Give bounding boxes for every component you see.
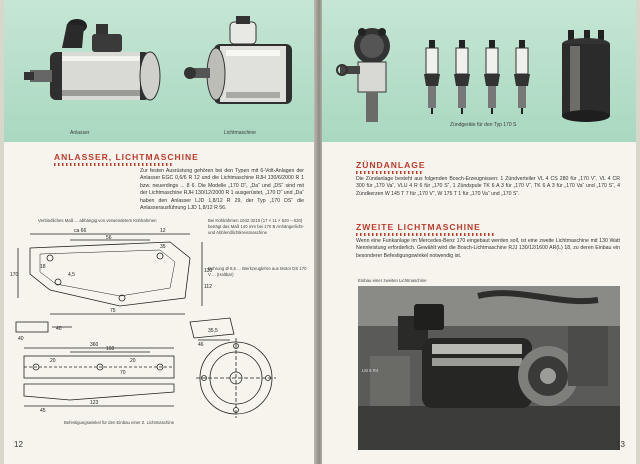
dim-18: 20 bbox=[130, 358, 136, 364]
generator-illustration bbox=[180, 6, 300, 126]
photo-caption: Einbau einer zweiten Lichtmaschine bbox=[358, 278, 427, 283]
engine-photo bbox=[358, 286, 620, 450]
dim-9: 130 bbox=[204, 268, 213, 274]
bracket-technical-drawing bbox=[10, 228, 310, 418]
right-page bbox=[322, 0, 636, 464]
dim-11: 35,5 bbox=[208, 328, 218, 334]
engine-photo-image bbox=[358, 286, 620, 450]
dim-1: ca 66 bbox=[74, 228, 87, 234]
dim-5: 18 bbox=[40, 264, 46, 270]
ignition-coil-illustration bbox=[558, 30, 614, 130]
dim-20: 123 bbox=[90, 400, 99, 406]
left-illustration-band bbox=[4, 0, 316, 142]
section-heading-starter: ANLASSER, LICHTMASCHINE bbox=[54, 152, 199, 162]
drawing-note-top: Verbindliches Maß ... abhängig von verwendetem Kühlrahmen bbox=[38, 218, 157, 223]
page-number-left: 12 bbox=[14, 440, 23, 449]
photo-tag: LM 6 R4 bbox=[362, 368, 379, 373]
page-number-right: 13 bbox=[616, 440, 625, 449]
right-illustration-band bbox=[322, 0, 636, 142]
dim-2: 12 bbox=[160, 228, 166, 234]
distributor-illustration bbox=[336, 22, 406, 132]
spark-plug-3-icon bbox=[482, 40, 502, 120]
dim-7: 40 bbox=[56, 326, 62, 332]
dim-4: 35 bbox=[160, 244, 166, 250]
heading-underline-second-generator bbox=[356, 233, 494, 236]
dim-10: 112 bbox=[204, 284, 212, 290]
starter-body-text: Zur festen Ausrüstung gehören bei den Typen mit 6-Volt-Anlagen der Anlasser EGC 0,6/6 R 12 und die Lichtmaschine RJH 130/6/2000 R 1 bzw. neuerdings ... 8 6. Die Modelle „170 D“, „Da“ und „DS“ sind mit der Lichtmaschine RJH 130/12/2000 R 1 ausgerüstet, „170 D“ und „Da“ haben den Anlasser LJD 1,8/12 R 29, der Typ „170 DS“ die Anlasserausführung LJD 1,8/12 R 56. bbox=[140, 168, 304, 212]
dim-14: 40 bbox=[18, 336, 24, 342]
starter-motor-illustration bbox=[22, 6, 172, 126]
spark-plug-1-icon bbox=[422, 40, 442, 120]
heading-underline bbox=[54, 163, 174, 166]
second-generator-body-text: Wenn eine Funkanlage im Mercedes-Benz 170 eingebaut werden soll, ist eine zweite Lichtmaschine mit 130 Watt Nennleistung erforderlich. Gewählt wird die Bosch-Lichtmaschine RJJ 130/12/1600 AR(L) 18, zu deren Einbau ein besonderer Befestigungswinkel notwendig ist. bbox=[356, 238, 620, 259]
dim-6: 4,5 bbox=[68, 272, 75, 278]
starter-caption: Anlasser bbox=[70, 130, 90, 136]
dim-21: 45 bbox=[40, 408, 46, 414]
dim-13: 75 bbox=[110, 308, 116, 314]
dim-3: 56 bbox=[106, 235, 112, 241]
ignition-parts-caption: Zündgeräte für den Typ 170 S bbox=[450, 122, 517, 128]
section-heading-second-generator: ZWEITE LICHTMASCHINE bbox=[356, 222, 481, 232]
drawing-caption: Befestigungswinkel für den Einbau einer 2. Lichtmaschine bbox=[64, 420, 175, 425]
heading-underline-ignition bbox=[356, 171, 422, 174]
dim-8: 170 bbox=[10, 272, 19, 278]
section-heading-ignition: ZÜNDANLAGE bbox=[356, 160, 426, 170]
spark-plug-4-icon bbox=[512, 40, 532, 120]
dim-16: 160 bbox=[106, 346, 115, 352]
dim-15: 360 bbox=[90, 342, 99, 348]
dim-19: 70 bbox=[120, 370, 126, 376]
spark-plug-2-icon bbox=[452, 40, 472, 120]
generator-caption: Lichtmaschine bbox=[224, 130, 256, 136]
ignition-body-text: Die Zündanlage besteht aus folgenden Bosch-Erzeugnissen: 1 Zündverteiler VL 4 CS 280 für „170 V“, VL 4 CR 300 für „170 Va“, VLU 4 R 6 für „170 S“, 1 Zündspule TK 6 A 3 für „170 V“, TK 6 A 3 für „170 Va“ und „170 S“, 4 Zündkerzen W 145 T 7 für „170 V“, W 175 T 1 für „170 Va“ und „170 S“. bbox=[356, 176, 620, 197]
drawing-note-side: Bei Kühlrahmen 1042 3215 (17 × 11 × 520 – 620) beträgt das Maß 140 mm bei 170 B Anhängerlicht- und Abblendlichtkreismaschine bbox=[208, 218, 305, 235]
left-page bbox=[4, 0, 316, 464]
dim-12: 46 bbox=[198, 342, 204, 348]
drawing-note-mid: Bohrung Ø 8,5 ... Werkzeuglehre aus Motor DS 170 V ... (Haltbar) bbox=[208, 266, 307, 277]
dim-17: 20 bbox=[50, 358, 56, 364]
